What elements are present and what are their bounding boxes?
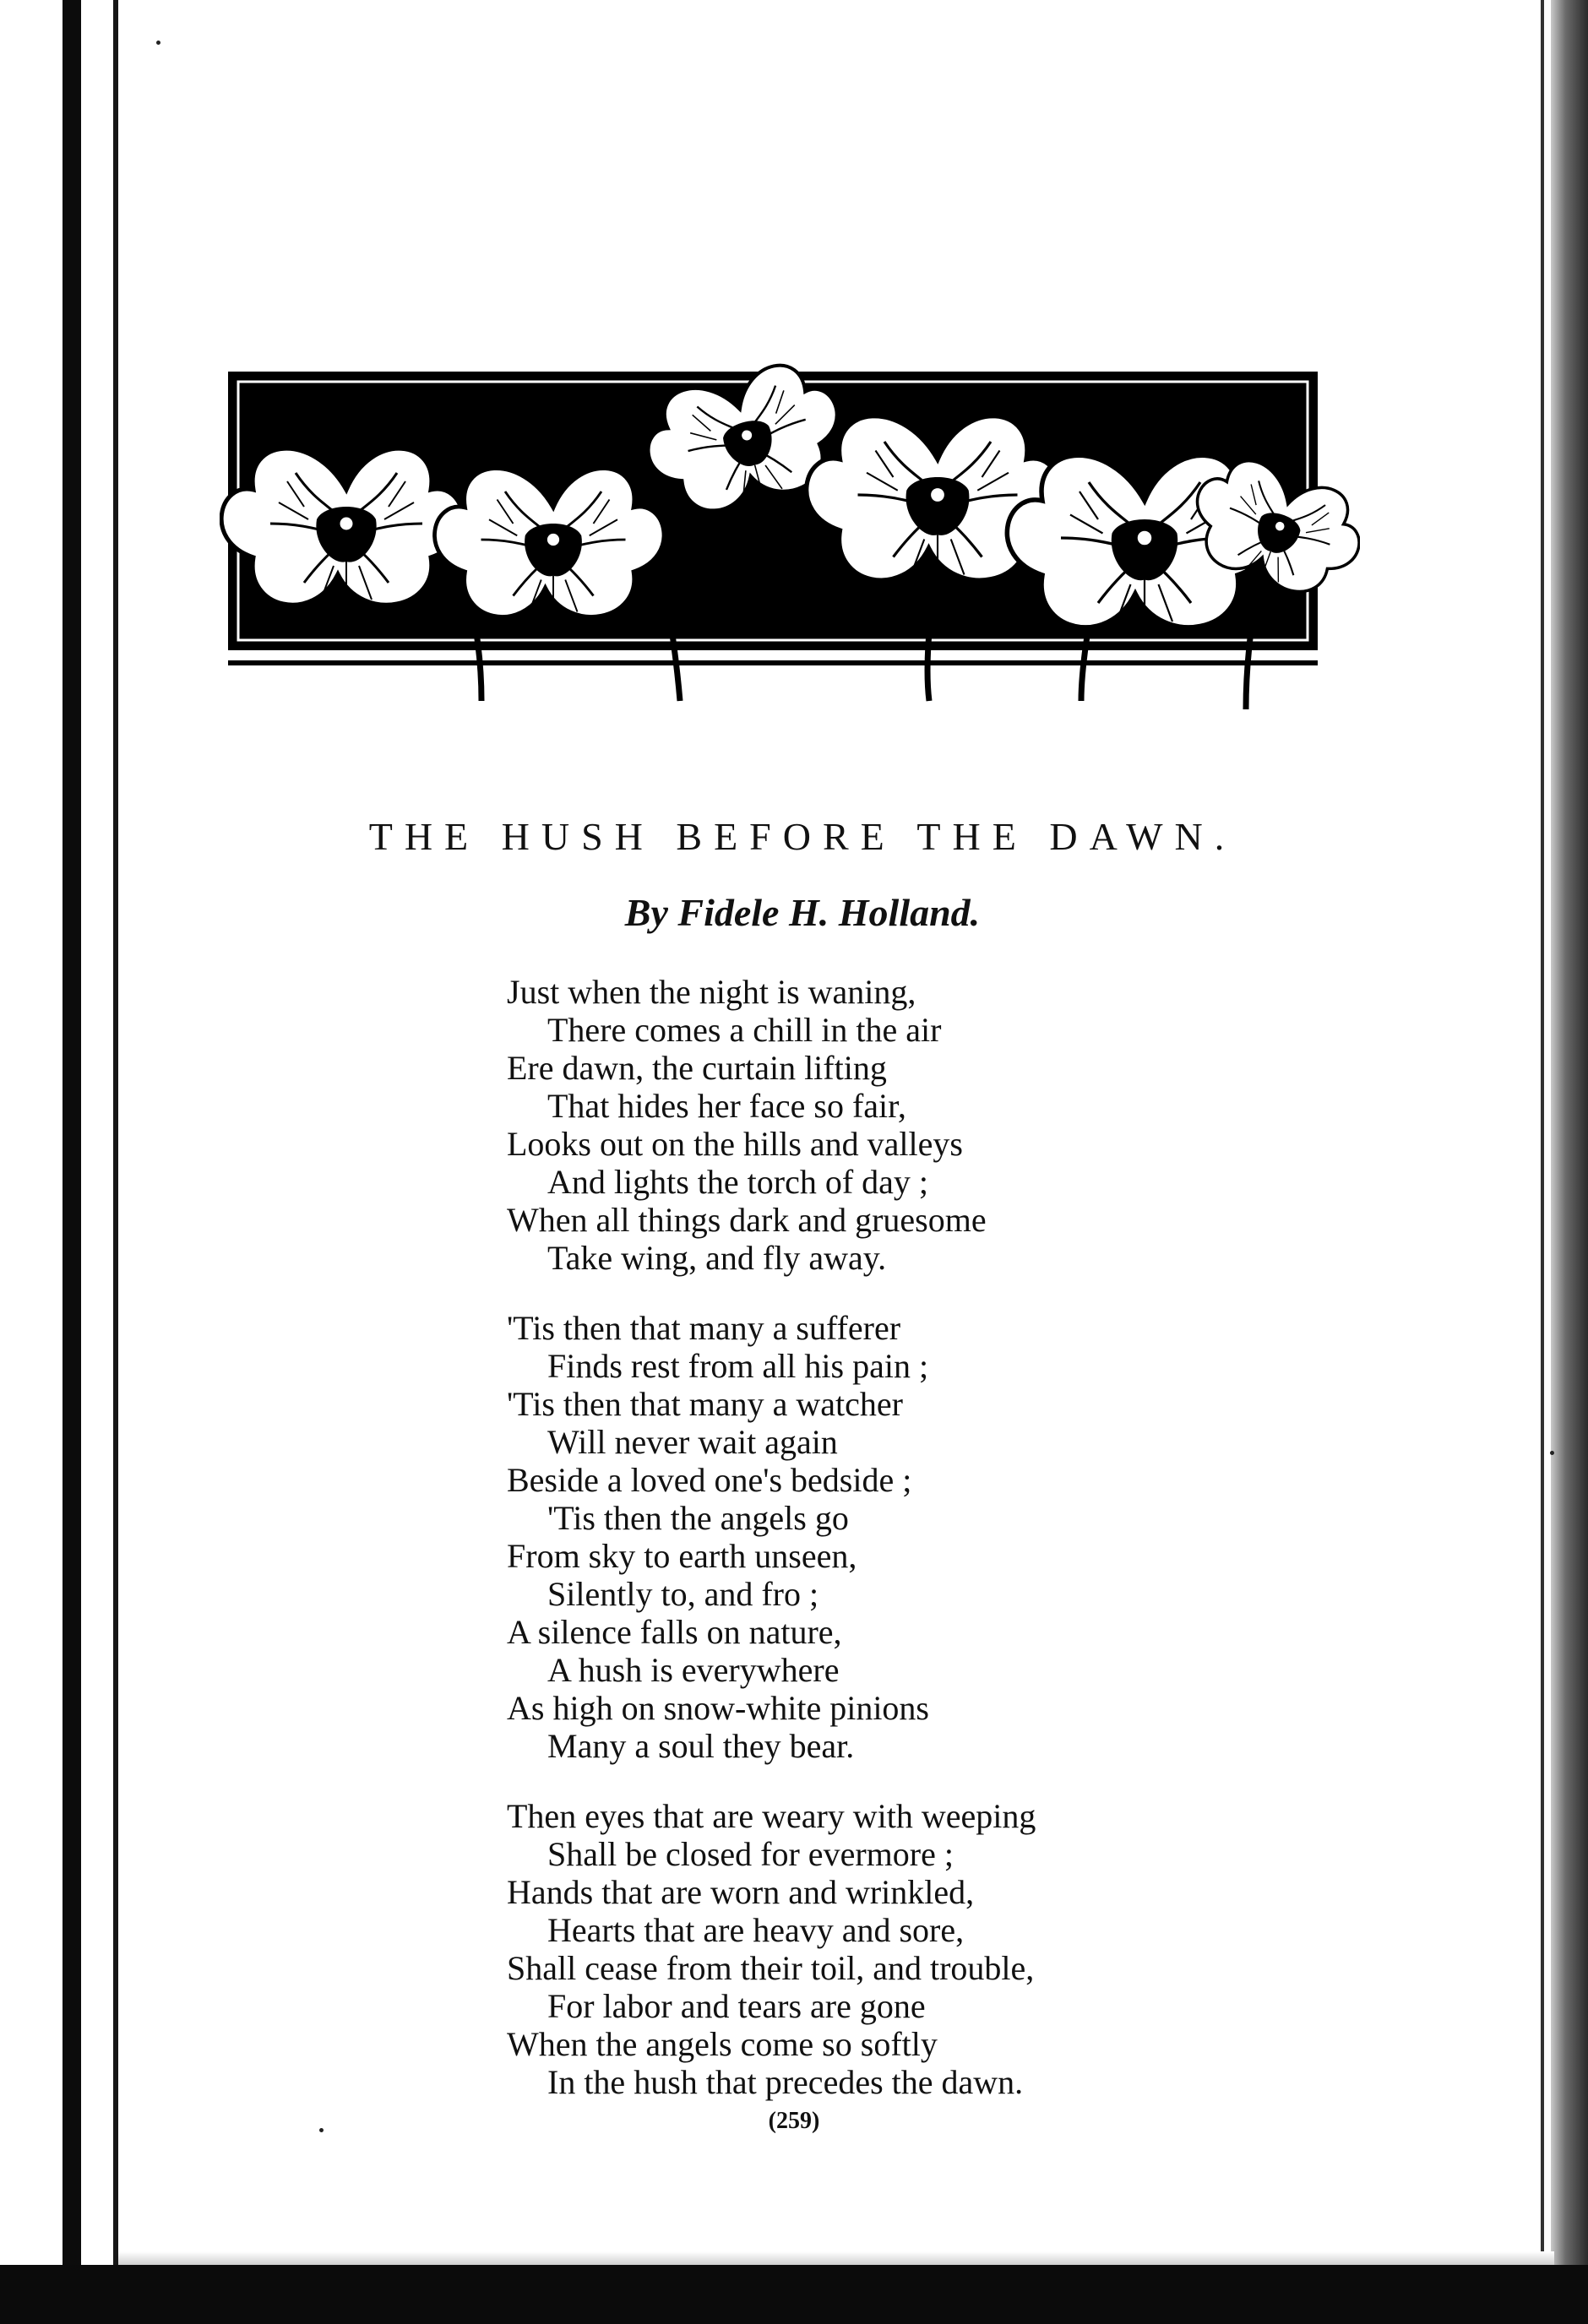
poem-line: Shall cease from their toil, and trouble, (507, 1949, 1035, 1987)
poem-line: There comes a chill in the air (547, 1011, 942, 1049)
poem-line: Hands that are worn and wrinkled, (507, 1873, 975, 1911)
scan-speck (1550, 1451, 1554, 1455)
poem-line: Looks out on the hills and valleys (507, 1125, 963, 1163)
poem-line: Finds rest from all his pain ; (547, 1347, 929, 1385)
poem-line: Just when the night is waning, (507, 973, 916, 1011)
poem-line: Will never wait again (547, 1423, 838, 1461)
poem-line: When the angels come so softly (507, 2025, 938, 2063)
poem-line: Silently to, and fro ; (547, 1575, 819, 1613)
page-edge-line (113, 0, 118, 2324)
pansy-flowers-illustration (220, 296, 1360, 718)
page-number: (259) (768, 2108, 820, 2134)
poem-body (507, 973, 1267, 2101)
poem-line: Hearts that are heavy and sore, (547, 1911, 965, 1949)
page-bottom-edge (118, 2251, 1554, 2265)
poem-byline: By Fidele H. Holland. (624, 891, 981, 934)
poem-line: 'Tis then the angels go (547, 1499, 849, 1537)
book-edge-right (1551, 0, 1588, 2324)
poem-line: From sky to earth unseen, (507, 1537, 857, 1575)
poem-line: Beside a loved one's bedside ; (507, 1461, 912, 1499)
poem-line: Shall be closed for evermore ; (547, 1835, 954, 1873)
poem-line: In the hush that precedes the dawn. (547, 2063, 1024, 2101)
stanza (507, 973, 1267, 1277)
page-margin-left (0, 0, 59, 2324)
poem-line: When all things dark and gruesome (507, 1201, 987, 1239)
poem-line: A hush is everywhere (547, 1651, 840, 1689)
stanza (507, 1797, 1267, 2101)
poem-line: Take wing, and fly away. (547, 1239, 887, 1277)
poem-title: THE HUSH BEFORE THE DAWN. (368, 815, 1237, 858)
binding-shadow (63, 0, 81, 2272)
poem-line: 'Tis then that many a watcher (507, 1385, 903, 1423)
poem-line: And lights the torch of day ; (547, 1163, 929, 1201)
poem-line: 'Tis then that many a sufferer (507, 1309, 901, 1347)
poem-line: Many a soul they bear. (547, 1727, 855, 1765)
scan-speck (156, 41, 160, 45)
poem-line: A silence falls on nature, (507, 1613, 842, 1651)
poem-line: That hides her face so fair, (547, 1087, 906, 1125)
poem-line: Ere dawn, the curtain lifting (507, 1049, 887, 1087)
poem-line: Then eyes that are weary with weeping (507, 1797, 1036, 1835)
poem-line: For labor and tears are gone (547, 1987, 926, 2025)
stanza (507, 1309, 1267, 1765)
scan-border-bottom (0, 2265, 1588, 2324)
poem-line: As high on snow-white pinions (507, 1689, 929, 1727)
page-edge-line-right (1541, 0, 1544, 2324)
